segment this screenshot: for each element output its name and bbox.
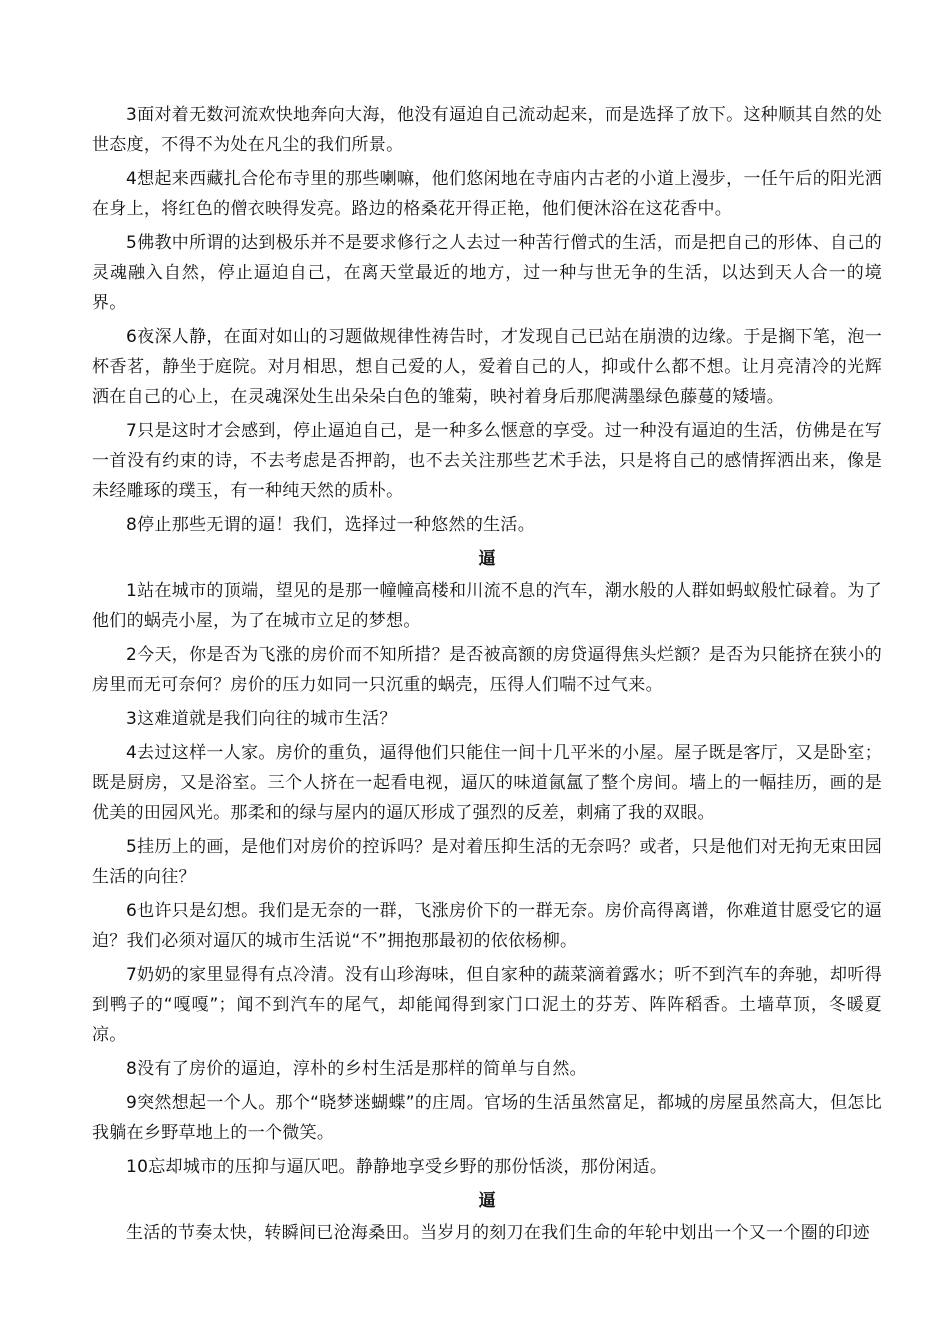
paragraph: 6夜深人静，在面对如山的习题做规律性祷告时，才发现自己已站在崩溃的边缘。于是搁下笔，泡一杯香茗，静坐于庭院。对月相思，想自己爱的人，爱着自己的人，抑或什么都不想。让月亮清冷的光辉洒在自己的心上，在灵魂深处生出朵朵白色的雏菊，映衬着身后那爬满墨绿色藤蔓的矮墙。 (92, 327, 882, 407)
paragraph: 2今天，你是否为飞涨的房价而不知所措？是否被高额的房贷逼得焦头烂额？是否为只能挤在狭小的房里而无可奈何？房价的压力如同一只沉重的蜗壳，压得人们喘不过气来。 (92, 645, 882, 695)
paragraph: 5挂历上的画，是他们对房价的控诉吗？是对着压抑生活的无奈吗？或者，只是他们对无拘无束田园生活的向往？ (92, 837, 882, 887)
section-title: 逼 (478, 549, 496, 569)
section-title: 逼 (478, 1191, 496, 1211)
paragraph: 7只是这时才会感到，停止逼迫自己，是一种多么惬意的享受。过一种没有逼迫的生活，仿佛是在写一首没有约束的诗，不去考虑是否押韵，也不去关注那些艺术手法，只是将自己的感情挥洒出来，像是未经雕琢的璞玉，有一种纯天然的质朴。 (92, 421, 882, 501)
paragraph: 3面对着无数河流欢快地奔向大海，他没有逼迫自己流动起来，而是选择了放下。这种顺其自然的处世态度，不得不为处在凡尘的我们所景。 (92, 105, 882, 155)
paragraph: 4去过这样一人家。房价的重负，逼得他们只能住一间十几平米的小屋。屋子既是客厅，又是卧室；既是厨房，又是浴室。三个人挤在一起看电视，逼仄的味道氤氲了整个房间。墙上的一幅挂历，画的是优美的田园风光。那柔和的绿与屋内的逼仄形成了强烈的反差，刺痛了我的双眼。 (92, 743, 882, 823)
document-page (92, 100, 882, 1248)
paragraph: 生活的节奏太快，转瞬间已沧海桑田。当岁月的刻刀在我们生命的年轮中划出一个又一个圈的印迹 (126, 1223, 870, 1243)
paragraph: 8停止那些无谓的逼！我们，选择过一种悠然的生活。 (126, 515, 536, 535)
paragraph: 4想起来西藏扎合伦布寺里的那些喇嘛，他们悠闲地在寺庙内古老的小道上漫步，一任午后的阳光洒在身上，将红色的僧衣映得发亮。路边的格桑花开得正艳，他们便沐浴在这花香中。 (92, 169, 882, 219)
paragraph: 5佛教中所谓的达到极乐并不是要求修行之人去过一种苦行僧式的生活，而是把自己的形体、自己的灵魂融入自然，停止逼迫自己，在离天堂最近的地方，过一种与世无争的生活，以达到天人合一的境界。 (92, 233, 882, 313)
paragraph: 3这难道就是我们向往的城市生活？ (126, 709, 397, 729)
paragraph: 7奶奶的家里显得有点冷清。没有山珍海味，但自家种的蔬菜滴着露水；听不到汽车的奔驰，却听得到鸭子的“嘎嘎”；闻不到汽车的尾气，却能闻得到家门口泥土的芬芳、阵阵稻香。土墙草顶，冬暖夏凉。 (92, 965, 882, 1045)
paragraph: 1站在城市的顶端，望见的是那一幢幢高楼和川流不息的汽车，潮水般的人群如蚂蚁般忙碌着。为了他们的蜗壳小屋，为了在城市立足的梦想。 (92, 581, 882, 631)
paragraph: 6也许只是幻想。我们是无奈的一群，飞涨房价下的一群无奈。房价高得离谱，你难道甘愿受它的逼迫？我们必须对逼仄的城市生活说“不”拥抱那最初的依依杨柳。 (92, 901, 882, 951)
paragraph: 9突然想起一个人。那个“晓梦迷蝴蝶”的庄周。官场的生活虽然富足，都城的房屋虽然高大，但怎比我躺在乡野草地上的一个微笑。 (92, 1093, 882, 1143)
paragraph: 10忘却城市的压抑与逼仄吧。静静地享受乡野的那份恬淡，那份闲适。 (126, 1157, 668, 1177)
paragraph: 8没有了房价的逼迫，淳朴的乡村生活是那样的简单与自然。 (126, 1059, 587, 1079)
